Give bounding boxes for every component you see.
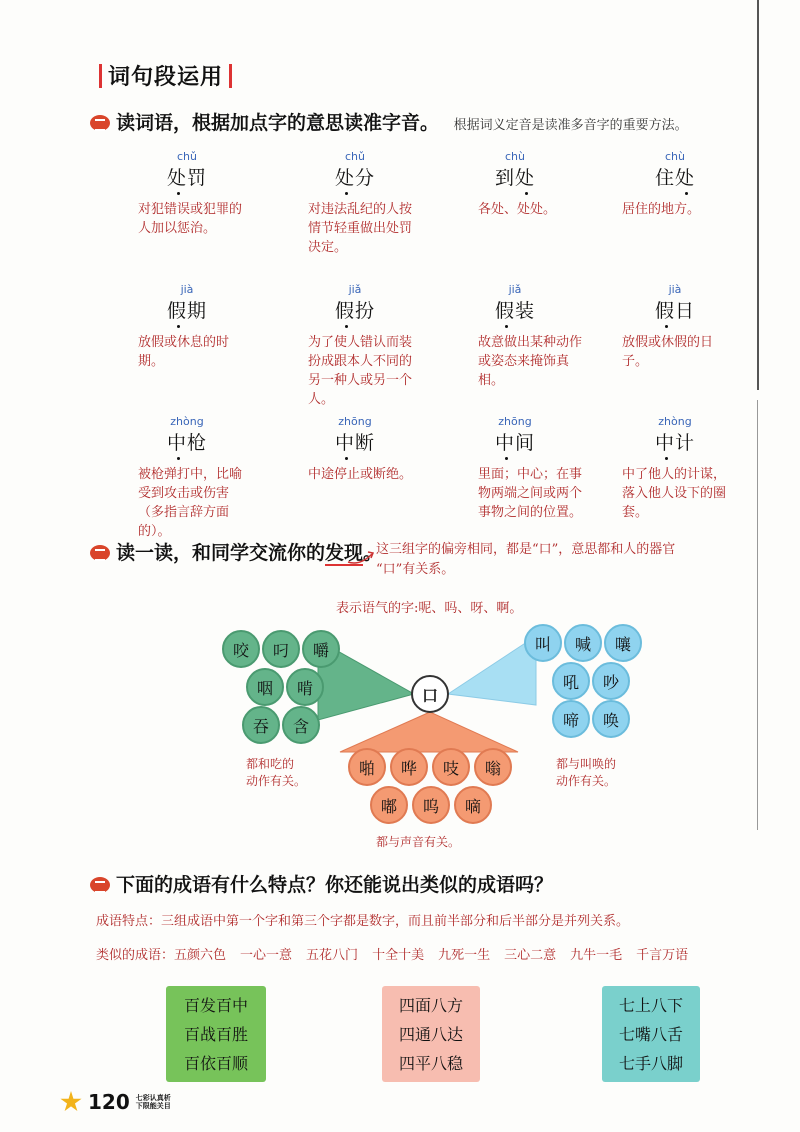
blue-char-circle: 叫 xyxy=(524,624,562,662)
orange-char-circle: 呜 xyxy=(412,786,450,824)
word-meaning: 对犯错误或犯罪的人加以惩治。 xyxy=(138,202,243,236)
idiom-item: 四平八稳 xyxy=(398,1053,463,1073)
word-chars: 中断 xyxy=(334,432,375,454)
similar-idiom: 九牛一毛 xyxy=(570,948,623,963)
idiom-item: 七嘴八舌 xyxy=(618,1024,683,1044)
orange-char-circle: 啪 xyxy=(348,748,386,786)
word-pinyin: chǔ xyxy=(177,150,197,163)
word-meaning: 故意做出某种动作或姿态来掩饰真相。 xyxy=(478,335,583,388)
word-meaning: 里面；中心；在事物两端之间或两个事物之间的位置。 xyxy=(478,467,583,520)
orange-char-circle: 嗡 xyxy=(474,748,512,786)
word-pinyin: zhōng xyxy=(498,415,532,428)
star-icon xyxy=(60,1091,82,1113)
idiom-item: 百发百中 xyxy=(183,995,248,1015)
word-chars: 中计 xyxy=(654,432,695,454)
word-chars: 假装 xyxy=(494,300,535,322)
word-pinyin: jiǎ xyxy=(348,283,362,296)
footer-brand-line2: 下限能关目 xyxy=(135,1102,171,1110)
word-pinyin: jià xyxy=(668,283,682,296)
word-meaning: 居住的地方。 xyxy=(622,202,701,217)
page-footer xyxy=(60,1090,171,1114)
q2-note-line1: 这三组字的偏旁相同，都是“口”，意思都和人的器官 xyxy=(376,542,676,557)
q1-note: 根据词义定音是读准多音字的重要方法。 xyxy=(453,118,688,133)
word-meaning: 中途停止或断绝。 xyxy=(308,467,413,482)
word-pinyin: chù xyxy=(665,150,685,163)
word-chars: 假日 xyxy=(654,300,695,322)
q2-heading-underlined: 发现 xyxy=(325,542,364,564)
word-pinyin: jiǎ xyxy=(508,283,522,296)
word-meaning: 放假或休假的日子。 xyxy=(622,335,714,369)
similar-idiom: 九死一生 xyxy=(438,948,491,963)
page-number: 120 xyxy=(88,1090,130,1114)
word-chars: 处分 xyxy=(334,167,375,189)
q3-heading xyxy=(90,870,553,897)
q3-heading-text: 下面的成语有什么特点？你还能说出类似的成语吗？ xyxy=(116,874,554,896)
similar-idioms xyxy=(96,944,702,963)
word-meaning: 放假或休息的时期。 xyxy=(138,335,230,369)
word-pinyin: chù xyxy=(505,150,525,163)
word-meaning: 各处、处处。 xyxy=(478,202,557,217)
orange-char-circle: 嘀 xyxy=(454,786,492,824)
green-char-circle: 嚼 xyxy=(302,630,340,668)
idiom-item: 百依百顺 xyxy=(183,1053,248,1073)
footer-brand xyxy=(136,1094,171,1110)
word-chars: 中间 xyxy=(494,432,535,454)
word-chars: 住处 xyxy=(654,167,695,189)
orange-char-circle: 吱 xyxy=(432,748,470,786)
page-edge-line xyxy=(757,0,759,390)
orange-char-circle: 哗 xyxy=(390,748,428,786)
similar-list xyxy=(174,948,702,963)
similar-label: 类似的成语： xyxy=(96,948,175,963)
word-pinyin: zhòng xyxy=(658,415,692,428)
word-pinyin: jià xyxy=(180,283,194,296)
word-chars: 到处 xyxy=(494,167,535,189)
center-character: 口 xyxy=(411,675,449,713)
green-char-circle: 叼 xyxy=(262,630,300,668)
green-char-circle: 吞 xyxy=(242,706,280,744)
section-title-text: 词句段运用 xyxy=(108,65,224,90)
blue-group-label xyxy=(556,756,616,790)
q2-note-line2: “口”有关系。 xyxy=(376,562,455,577)
idiom-item: 四面八方 xyxy=(398,995,463,1015)
similar-idiom: 五颜六色 xyxy=(174,948,227,963)
idiom-box-bai xyxy=(166,986,266,1082)
idiom-item: 四通八达 xyxy=(398,1024,463,1044)
word-chars: 中枪 xyxy=(166,432,207,454)
idiom-item: 七手八脚 xyxy=(618,1053,683,1073)
orange-wedge xyxy=(340,712,518,752)
blue-char-circle: 嚷 xyxy=(604,624,642,662)
blue-char-circle: 唤 xyxy=(592,700,630,738)
blue-label-line1: 都与叫唤的 xyxy=(556,757,617,771)
blue-char-circle: 吵 xyxy=(592,662,630,700)
idiom-feature: 成语特点：三组成语中第一个字和第三个字都是数字，而且前半部分和后半部分是并列关系。 xyxy=(96,914,630,929)
blue-wedge xyxy=(448,636,536,705)
word-meaning: 对违法乱纪的人按情节轻重做出处罚决定。 xyxy=(308,202,413,255)
idiom-box-si xyxy=(382,986,480,1082)
similar-idiom: 五花八门 xyxy=(306,948,359,963)
q2-heading-text: 读一读，和同学交流你的 xyxy=(116,542,326,564)
footer-brand-line1: 七彩认真析 xyxy=(135,1094,171,1102)
similar-idiom: 三心二意 xyxy=(504,948,557,963)
word-pinyin: chǔ xyxy=(345,150,365,163)
green-char-circle: 咬 xyxy=(222,630,260,668)
q2-heading-end: 。 xyxy=(363,542,383,564)
blue-char-circle: 啼 xyxy=(552,700,590,738)
word-meaning: 中了他人的计谋，落入他人设下的圈套。 xyxy=(622,467,727,520)
word-chars: 处罚 xyxy=(166,167,207,189)
q1-heading-text: 读词语，根据加点字的意思读准字音。 xyxy=(116,112,440,134)
orange-group-label: 都与声音有关。 xyxy=(376,835,461,849)
word-meaning: 为了使人错认而装扮成跟本人不同的另一种人或另一个人。 xyxy=(308,335,413,407)
word-chars: 假扮 xyxy=(334,300,375,322)
word-chars: 假期 xyxy=(166,300,207,322)
blue-label-line2: 动作有关。 xyxy=(556,774,617,788)
green-label-line1: 都和吃的 xyxy=(246,757,295,771)
blue-char-circle: 喊 xyxy=(564,624,602,662)
idiom-item: 百战百胜 xyxy=(183,1024,248,1044)
green-label-line2: 动作有关。 xyxy=(246,774,307,788)
word-meaning: 被枪弹打中，比喻受到攻击或伤害（多指言辞方面的）。 xyxy=(138,467,243,539)
question-bullet-icon xyxy=(90,877,110,893)
page-edge-line xyxy=(757,400,758,830)
word-pinyin: zhōng xyxy=(338,415,372,428)
diagram-top-label: 表示语气的字:呢、吗、呀、啊。 xyxy=(336,601,523,616)
idiom-item: 七上八下 xyxy=(618,995,683,1015)
green-group-label xyxy=(246,756,306,790)
green-char-circle: 咽 xyxy=(246,668,284,706)
idiom-box-qi xyxy=(602,986,700,1082)
blue-char-circle: 吼 xyxy=(552,662,590,700)
similar-idiom: 一心一意 xyxy=(240,948,293,963)
orange-char-circle: 嘟 xyxy=(370,786,408,824)
word-pinyin: zhòng xyxy=(170,415,204,428)
similar-idiom: 千言万语 xyxy=(636,948,689,963)
green-char-circle: 含 xyxy=(282,706,320,744)
green-char-circle: 啃 xyxy=(286,668,324,706)
similar-idiom: 十全十美 xyxy=(372,948,425,963)
